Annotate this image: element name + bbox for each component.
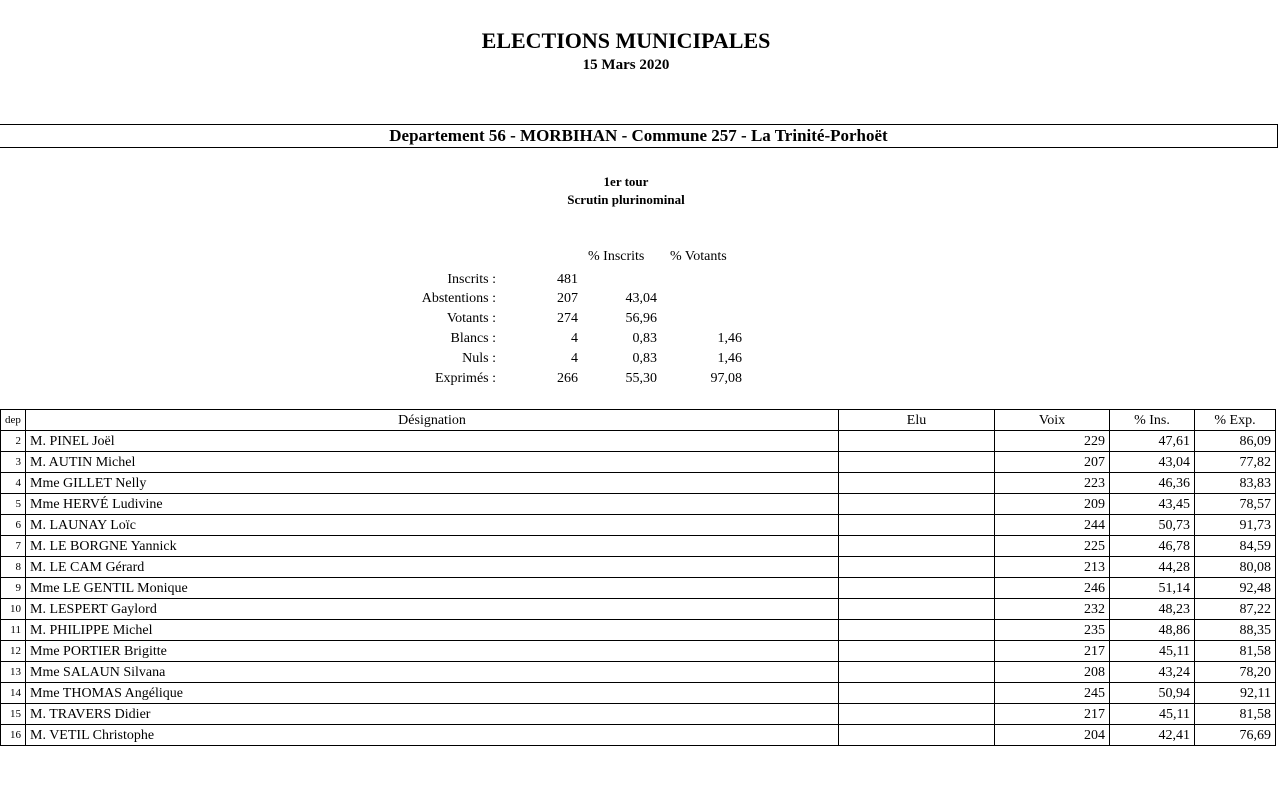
cell-dep: 6 — [1, 515, 26, 536]
department-commune-banner: Departement 56 - MORBIHAN - Commune 257 - La Trinité-Porhoët — [0, 124, 1278, 148]
stat-label: Exprimés : — [434, 371, 496, 386]
cell-elu — [839, 494, 995, 515]
cell-elu — [839, 431, 995, 452]
stat-label: Blancs : — [450, 331, 496, 346]
cell-voix: 229 — [995, 431, 1110, 452]
cell-voix: 232 — [995, 599, 1110, 620]
cell-pct-exp: 81,58 — [1195, 704, 1276, 725]
col-header-pct-ins: % Ins. — [1110, 410, 1195, 431]
stats-row — [0, 349, 760, 368]
cell-elu — [839, 515, 995, 536]
stat-pct-votants: 97,08 — [710, 371, 742, 386]
cell-voix: 225 — [995, 536, 1110, 557]
stat-pct-votants: 1,46 — [717, 351, 742, 366]
cell-dep: 13 — [1, 662, 26, 683]
cell-pct-ins: 45,11 — [1110, 641, 1195, 662]
page-title: ELECTIONS MUNICIPALES — [481, 28, 771, 53]
table-row — [1, 557, 1276, 578]
cell-elu — [839, 704, 995, 725]
cell-designation: M. LE BORGNE Yannick — [26, 536, 839, 557]
cell-elu — [839, 662, 995, 683]
cell-designation: Mme THOMAS Angélique — [26, 683, 839, 704]
stat-pct-inscrits: 0,83 — [632, 351, 657, 366]
table-row — [1, 452, 1276, 473]
cell-designation: M. AUTIN Michel — [26, 452, 839, 473]
stat-value: 274 — [557, 311, 578, 326]
cell-pct-ins: 43,24 — [1110, 662, 1195, 683]
cell-elu — [839, 599, 995, 620]
table-row — [1, 704, 1276, 725]
stat-value: 4 — [571, 331, 578, 346]
cell-dep: 12 — [1, 641, 26, 662]
table-row — [1, 620, 1276, 641]
cell-pct-exp: 88,35 — [1195, 620, 1276, 641]
cell-voix: 207 — [995, 452, 1110, 473]
cell-voix: 217 — [995, 641, 1110, 662]
table-row — [1, 662, 1276, 683]
stat-pct-inscrits: 56,96 — [625, 311, 657, 326]
col-header-elu: Elu — [839, 410, 995, 431]
cell-pct-exp: 78,20 — [1195, 662, 1276, 683]
stats-col-inscrits-header: % Inscrits — [588, 249, 645, 264]
cell-pct-ins: 48,86 — [1110, 620, 1195, 641]
cell-voix: 208 — [995, 662, 1110, 683]
cell-elu — [839, 578, 995, 599]
cell-pct-ins: 46,36 — [1110, 473, 1195, 494]
cell-pct-ins: 42,41 — [1110, 725, 1195, 746]
cell-elu — [839, 725, 995, 746]
cell-pct-exp: 83,83 — [1195, 473, 1276, 494]
table-row — [1, 536, 1276, 557]
table-row — [1, 473, 1276, 494]
cell-dep: 4 — [1, 473, 26, 494]
cell-designation: M. LE CAM Gérard — [26, 557, 839, 578]
ballot-type: Scrutin plurinominal — [567, 192, 685, 207]
cell-pct-exp: 84,59 — [1195, 536, 1276, 557]
cell-elu — [839, 557, 995, 578]
cell-dep: 15 — [1, 704, 26, 725]
cell-dep: 5 — [1, 494, 26, 515]
table-row — [1, 515, 1276, 536]
table-header-row — [1, 410, 1276, 431]
col-header-designation: Désignation — [26, 410, 839, 431]
cell-designation: M. TRAVERS Didier — [26, 704, 839, 725]
cell-pct-exp: 80,08 — [1195, 557, 1276, 578]
candidates-table — [0, 409, 1276, 746]
stat-value: 207 — [557, 291, 578, 306]
cell-designation: M. PINEL Joël — [26, 431, 839, 452]
stats-row — [0, 329, 760, 348]
cell-pct-ins: 50,94 — [1110, 683, 1195, 704]
table-row — [1, 494, 1276, 515]
stat-label: Nuls : — [462, 351, 496, 366]
cell-elu — [839, 620, 995, 641]
cell-voix: 217 — [995, 704, 1110, 725]
cell-voix: 209 — [995, 494, 1110, 515]
stat-label: Abstentions : — [421, 291, 496, 306]
cell-dep: 8 — [1, 557, 26, 578]
cell-dep: 14 — [1, 683, 26, 704]
table-row — [1, 725, 1276, 746]
cell-voix: 245 — [995, 683, 1110, 704]
cell-dep: 10 — [1, 599, 26, 620]
table-row — [1, 683, 1276, 704]
table-row — [1, 578, 1276, 599]
stat-value: 266 — [557, 371, 578, 386]
cell-pct-ins: 43,45 — [1110, 494, 1195, 515]
election-date: 15 Mars 2020 — [582, 57, 670, 73]
candidates-table-body — [1, 431, 1276, 746]
table-row — [1, 641, 1276, 662]
stats-row — [0, 270, 760, 289]
cell-pct-exp: 81,58 — [1195, 641, 1276, 662]
cell-designation: M. VETIL Christophe — [26, 725, 839, 746]
cell-designation: Mme GILLET Nelly — [26, 473, 839, 494]
cell-pct-ins: 43,04 — [1110, 452, 1195, 473]
cell-pct-ins: 47,61 — [1110, 431, 1195, 452]
cell-pct-ins: 50,73 — [1110, 515, 1195, 536]
cell-pct-exp: 92,48 — [1195, 578, 1276, 599]
stat-label: Votants : — [446, 311, 496, 326]
cell-voix: 246 — [995, 578, 1110, 599]
stat-value: 481 — [557, 272, 578, 287]
stats-row — [0, 289, 760, 308]
stats-row — [0, 369, 760, 388]
stat-pct-inscrits: 55,30 — [625, 371, 657, 386]
stats-col-votants-header: % Votants — [670, 249, 727, 264]
stat-pct-inscrits: 43,04 — [625, 291, 657, 306]
cell-dep: 7 — [1, 536, 26, 557]
cell-pct-exp: 77,82 — [1195, 452, 1276, 473]
cell-designation: M. LESPERT Gaylord — [26, 599, 839, 620]
col-header-voix: Voix — [995, 410, 1110, 431]
col-header-dep: dep — [1, 410, 26, 431]
stats-row — [0, 309, 760, 328]
col-header-pct-exp: % Exp. — [1195, 410, 1276, 431]
stat-pct-inscrits: 0,83 — [632, 331, 657, 346]
cell-elu — [839, 641, 995, 662]
cell-elu — [839, 536, 995, 557]
stat-pct-votants: 1,46 — [717, 331, 742, 346]
cell-voix: 235 — [995, 620, 1110, 641]
cell-designation: Mme HERVÉ Ludivine — [26, 494, 839, 515]
cell-dep: 9 — [1, 578, 26, 599]
cell-pct-ins: 44,28 — [1110, 557, 1195, 578]
cell-pct-exp: 86,09 — [1195, 431, 1276, 452]
cell-voix: 213 — [995, 557, 1110, 578]
cell-pct-exp: 76,69 — [1195, 725, 1276, 746]
cell-pct-ins: 45,11 — [1110, 704, 1195, 725]
table-row — [1, 599, 1276, 620]
cell-dep: 11 — [1, 620, 26, 641]
stat-label: Inscrits : — [447, 272, 496, 287]
cell-pct-exp: 91,73 — [1195, 515, 1276, 536]
cell-designation: Mme LE GENTIL Monique — [26, 578, 839, 599]
cell-pct-ins: 46,78 — [1110, 536, 1195, 557]
cell-voix: 244 — [995, 515, 1110, 536]
cell-voix: 223 — [995, 473, 1110, 494]
cell-dep: 3 — [1, 452, 26, 473]
cell-designation: M. LAUNAY Loïc — [26, 515, 839, 536]
cell-dep: 16 — [1, 725, 26, 746]
round-info — [0, 173, 1252, 209]
cell-pct-ins: 51,14 — [1110, 578, 1195, 599]
cell-pct-ins: 48,23 — [1110, 599, 1195, 620]
cell-designation: Mme PORTIER Brigitte — [26, 641, 839, 662]
cell-pct-exp: 78,57 — [1195, 494, 1276, 515]
cell-elu — [839, 452, 995, 473]
cell-designation: Mme SALAUN Silvana — [26, 662, 839, 683]
cell-designation: M. PHILIPPE Michel — [26, 620, 839, 641]
round-label: 1er tour — [603, 174, 649, 189]
cell-elu — [839, 473, 995, 494]
table-row — [1, 431, 1276, 452]
stat-value: 4 — [571, 351, 578, 366]
cell-pct-exp: 92,11 — [1195, 683, 1276, 704]
cell-voix: 204 — [995, 725, 1110, 746]
cell-elu — [839, 683, 995, 704]
cell-dep: 2 — [1, 431, 26, 452]
cell-pct-exp: 87,22 — [1195, 599, 1276, 620]
